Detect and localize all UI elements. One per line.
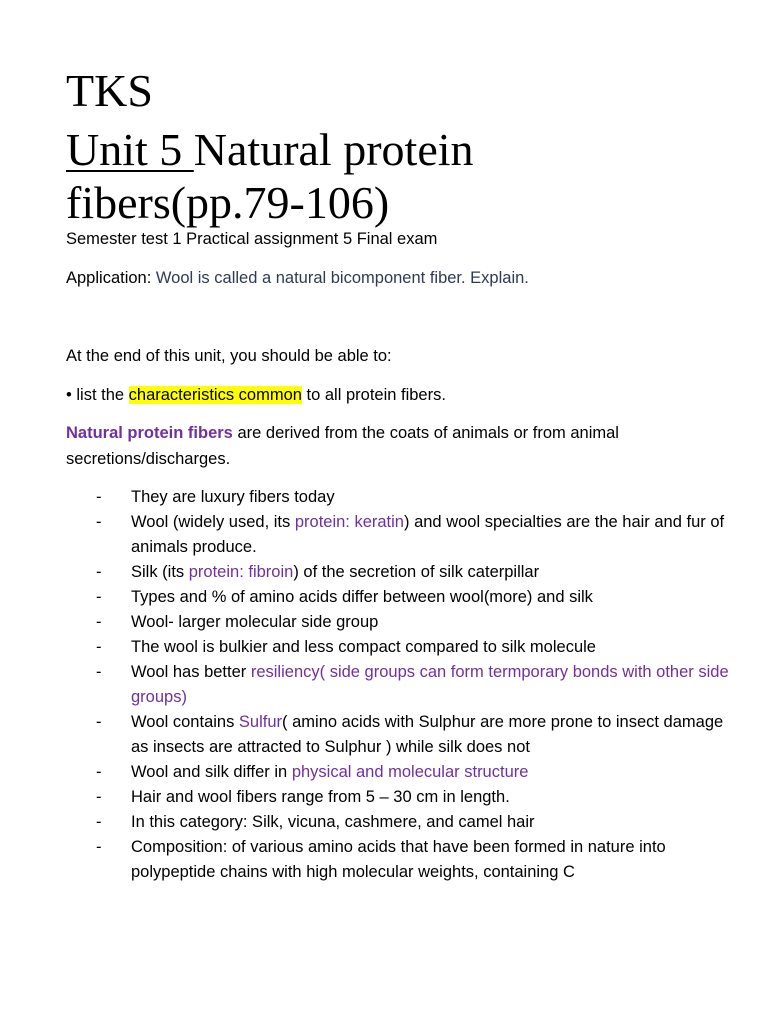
list-dash: - (96, 563, 102, 581)
list-item-text: Wool has better (131, 663, 251, 681)
list-item-emphasis: protein: fibroin (188, 563, 294, 581)
objective-suffix: to all protein fibers. (301, 386, 446, 404)
list-item-emphasis: protein: keratin (294, 513, 404, 531)
list-item-text: Silk (its (131, 563, 189, 581)
list-item-text: The wool is bulkier and less compact compared to silk molecule (131, 638, 596, 656)
doc-title-unit (66, 124, 474, 176)
list-item-text: Wool and silk differ in (131, 763, 292, 781)
application-line (66, 269, 529, 288)
list-item (66, 585, 736, 610)
list-item-text: Wool- larger molecular side group (131, 613, 379, 631)
definition-term: Natural protein fibers (66, 424, 233, 442)
list-dash: - (96, 713, 102, 731)
list-item-text: Hair and wool fibers range from 5 – 30 cm in length. (131, 788, 510, 806)
list-dash: - (96, 613, 102, 631)
doc-title-pages: fibers(pp.79-106) (66, 177, 390, 228)
list-item (66, 560, 736, 585)
list-item-text: They are luxury fibers today (131, 488, 335, 506)
unit-label: Unit 5 (66, 124, 194, 175)
list-item-text: Wool contains (131, 713, 239, 731)
list-item (66, 510, 736, 560)
fact-list (66, 485, 736, 885)
application-label: Application: (66, 269, 156, 287)
application-question: Wool is called a natural bicomponent fiber. Explain. (155, 269, 529, 287)
doc-title-tks: TKS (66, 65, 153, 116)
list-dash: - (96, 488, 102, 506)
objective-prefix: • list the (66, 386, 129, 404)
list-item-emphasis: physical and molecular structure (291, 763, 529, 781)
list-item (66, 485, 736, 510)
list-dash: - (96, 763, 102, 781)
list-dash: - (96, 638, 102, 656)
list-item-emphasis: resiliency( side groups can form termporary bonds with other side groups) (131, 663, 729, 706)
definition-text: are derived from the coats of animals or from animal (232, 424, 619, 442)
list-dash: - (96, 838, 102, 856)
list-item (66, 810, 736, 835)
list-item-text: ) of the secretion of silk caterpillar (293, 563, 540, 581)
objectives-intro: At the end of this unit, you should be able to: (66, 347, 392, 365)
list-dash: - (96, 588, 102, 606)
list-item (66, 710, 736, 760)
list-item (66, 835, 736, 885)
list-item (66, 635, 736, 660)
list-item-text: In this category: Silk, vicuna, cashmere, and camel hair (131, 813, 535, 831)
list-dash: - (96, 663, 102, 681)
list-dash: - (96, 513, 102, 531)
definition-line-2: secretions/discharges. (66, 450, 231, 468)
list-item (66, 610, 736, 635)
list-item (66, 760, 736, 785)
list-dash: - (96, 813, 102, 831)
list-item (66, 660, 736, 710)
list-dash: - (96, 788, 102, 806)
assessment-line: Semester test 1 Practical assignment 5 Final exam (66, 230, 438, 248)
list-item-emphasis: Sulfur (238, 713, 283, 731)
list-item-text: Types and % of amino acids differ between wool(more) and silk (131, 588, 593, 606)
list-item (66, 785, 736, 810)
unit-title: Natural protein (193, 124, 474, 175)
objective-item (66, 386, 446, 405)
objective-highlight: characteristics common (128, 386, 302, 404)
list-item-text: ) and wool specialties are the hair and fur of animals produce. (131, 513, 725, 556)
list-item-text: ( amino acids with Sulphur are more prone to insect damage as insects are attracted to Sulphur ) while silk does not (131, 713, 724, 756)
list-item-text: Composition: of various amino acids that have been formed in nature into polypeptide chains with high molecular weights, containing C (131, 838, 666, 881)
list-item-text: Wool (widely used, its (131, 513, 295, 531)
definition-line-1 (66, 424, 619, 443)
